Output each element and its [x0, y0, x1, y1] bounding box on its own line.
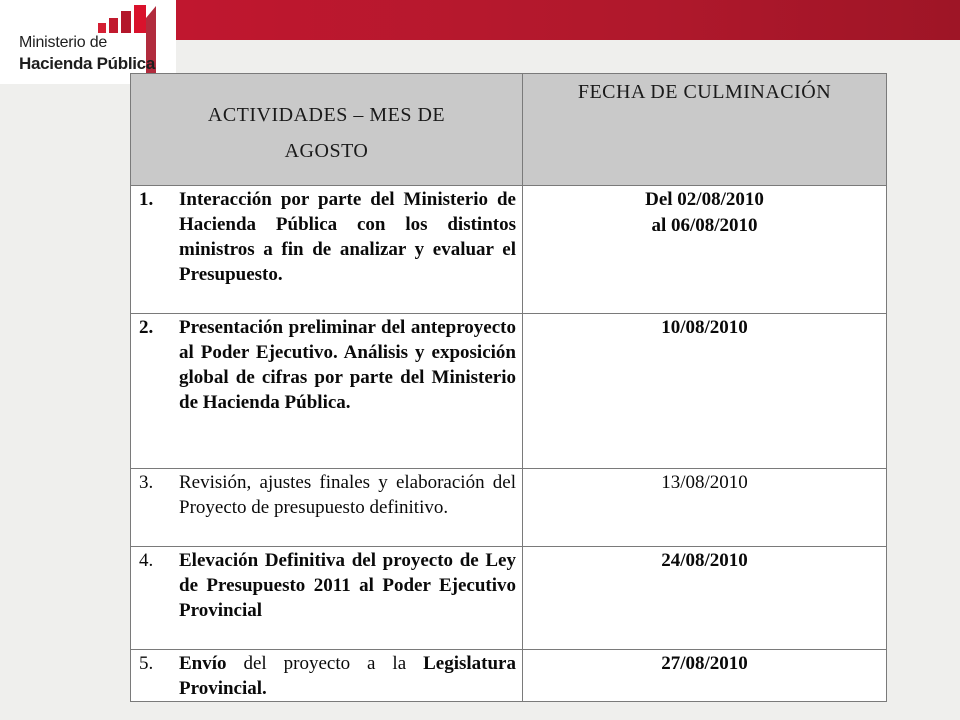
- date-cell: [523, 547, 887, 650]
- activity-number: 3.: [139, 472, 154, 493]
- header-completion-date: FECHA DE CULMINACIÓN: [577, 81, 832, 103]
- date-cell: [523, 469, 887, 547]
- header-activities: ACTIVIDADES – MES DE AGOSTO: [207, 104, 446, 162]
- table-row: [131, 186, 887, 314]
- activity-cell: [131, 650, 523, 702]
- completion-date: 10/08/2010: [661, 317, 748, 338]
- activity-number: 1.: [139, 189, 154, 210]
- activity-cell: [131, 469, 523, 547]
- header-date-cell: [523, 74, 887, 186]
- logo-text-line1: Ministerio de: [19, 34, 108, 51]
- completion-date: 27/08/2010: [661, 653, 748, 674]
- activity-cell: [131, 314, 523, 469]
- table-header-row: [131, 74, 887, 186]
- activity-number: 5.: [139, 653, 154, 674]
- completion-date-line1: Del 02/08/2010: [645, 189, 764, 210]
- date-cell: [523, 186, 887, 314]
- ministry-logo: [0, 0, 176, 84]
- activity-text-middle: del proyecto a la: [226, 653, 424, 674]
- activity-number: 2.: [139, 317, 154, 338]
- activity-number: 4.: [139, 550, 154, 571]
- activity-cell: [131, 186, 523, 314]
- activity-text: Revisión, ajustes finales y elaboración del Proyecto de presupuesto definitivo.: [179, 472, 516, 518]
- table-row: [131, 547, 887, 650]
- activity-text: [179, 651, 516, 701]
- activity-text-bold-end: Legislatura Provincial.: [179, 653, 516, 699]
- schedule-table: [130, 73, 887, 702]
- activity-cell: [131, 547, 523, 650]
- completion-date-line2: al 06/08/2010: [651, 215, 758, 236]
- date-cell: [523, 314, 887, 469]
- activity-text: Presentación preliminar del anteproyecto al Poder Ejecutivo. Análisis y exposición global de cifras por parte del Ministerio de Hacienda Pública.: [179, 317, 516, 413]
- completion-date: 24/08/2010: [661, 550, 748, 571]
- header-activities-cell: [131, 74, 523, 186]
- table-row: [131, 469, 887, 547]
- completion-date: 13/08/2010: [661, 472, 748, 493]
- table-row: [131, 314, 887, 469]
- activity-text: Interacción por parte del Ministerio de Hacienda Pública con los distintos ministros a fin de analizar y evaluar el Presupuesto.: [179, 189, 516, 285]
- activity-text-bold-start: Envío: [179, 653, 227, 674]
- date-cell: [523, 650, 887, 702]
- activity-text: Elevación Definitiva del proyecto de Ley de Presupuesto 2011 al Poder Ejecutivo Provincial: [179, 550, 516, 621]
- table-row: [131, 650, 887, 702]
- top-brand-band: [176, 0, 960, 40]
- logo-text-line2: Hacienda Pública: [19, 54, 155, 73]
